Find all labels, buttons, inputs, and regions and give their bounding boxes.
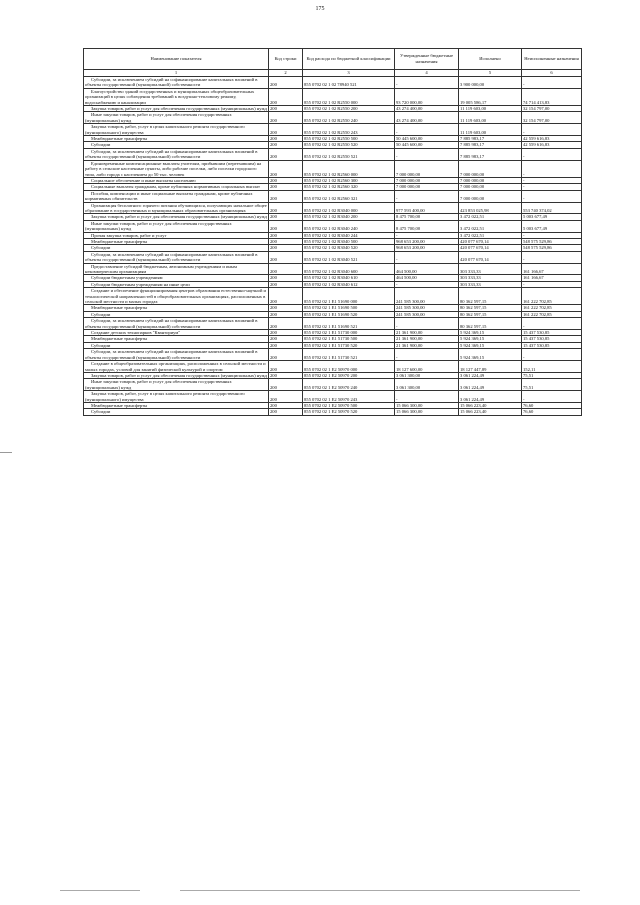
- row-kbk: 855 0702 02 1 02 R2550 520: [303, 142, 395, 148]
- row-remaining: -: [522, 190, 582, 202]
- row-executed: 420 077 670,14: [459, 251, 522, 263]
- row-name: Межбюджетные трансферты: [84, 238, 269, 244]
- table-row: [84, 88, 582, 105]
- row-kbk: 855 0702 02 1 E2 50970 500: [303, 402, 395, 408]
- table-row: [84, 288, 582, 305]
- row-kbk: 855 0702 02 1 02 R2550 500: [303, 136, 395, 142]
- row-approved: 7 000 000,00: [395, 177, 459, 183]
- row-executed: 7 885 983,17: [459, 136, 522, 142]
- row-kbk: 855 0702 02 1 02 R3040 610: [303, 275, 395, 281]
- row-approved: 43 274 400,00: [395, 106, 459, 112]
- row-name: Субсидии, за исключением субсидий на софинансирование капитальных вложений в объекты государственной (муниципальной) собственности: [84, 148, 269, 160]
- row-name: Субсидии: [84, 245, 269, 251]
- row-approved: -: [395, 391, 459, 403]
- row-code: 200: [269, 281, 303, 287]
- row-executed: 80 362 597,15: [459, 305, 522, 311]
- row-code: 200: [269, 263, 303, 275]
- budget-execution-table: [83, 48, 582, 416]
- margin-mark: [0, 452, 12, 453]
- row-name: Иные закупки товаров, работ и услуг для обеспечения государственных (муниципальных) нужд: [84, 220, 269, 232]
- row-name: Создание детских технопарков "Кванториум": [84, 330, 269, 336]
- row-executed: 80 362 597,15: [459, 318, 522, 330]
- row-code: 200: [269, 318, 303, 330]
- row-approved: 8 475 700,00: [395, 214, 459, 220]
- row-kbk: 855 0702 02 1 02 R3040 244: [303, 232, 395, 238]
- row-approved: 3 061 300,00: [395, 379, 459, 391]
- row-approved: 50 445 600,00: [395, 142, 459, 148]
- row-name: Субсидии бюджетным учреждениям на иные цели: [84, 281, 269, 287]
- row-name: Межбюджетные трансферты: [84, 305, 269, 311]
- row-executed: 303 333,33: [459, 263, 522, 275]
- row-name: Предоставление субсидий бюджетным, автономным учреждениям и иным некоммерческим организациям: [84, 263, 269, 275]
- row-kbk: 855 0702 02 1 02 R3040 500: [303, 238, 395, 244]
- row-executed: 3 061 224,49: [459, 372, 522, 378]
- row-kbk: 855 0702 02 1 E1 51730 500: [303, 336, 395, 342]
- row-name: Субсидии, за исключением субсидий на софинансирование капитальных вложений в объекты государственной (муниципальной) собственности: [84, 349, 269, 361]
- row-remaining: -: [522, 318, 582, 330]
- row-executed: 11 119 603,00: [459, 112, 522, 124]
- row-executed: 7 000 000,00: [459, 184, 522, 190]
- row-kbk: 855 0702 02 1 E2 50970 000: [303, 361, 395, 373]
- row-approved: 968 653 200,00: [395, 245, 459, 251]
- row-executed: 420 077 670,14: [459, 238, 522, 244]
- table-row: [84, 251, 582, 263]
- header-remaining: Неисполненные назначения: [522, 49, 582, 70]
- row-kbk: 855 0702 02 1 02 78940 521: [303, 77, 395, 89]
- row-remaining: -: [522, 160, 582, 177]
- table-row: [84, 391, 582, 403]
- row-remaining: 161 166,67: [522, 275, 582, 281]
- row-kbk: 855 0702 02 1 02 R2550 240: [303, 112, 395, 124]
- row-approved: 464 500,00: [395, 275, 459, 281]
- row-approved: -: [395, 232, 459, 238]
- row-kbk: 855 0702 02 1 E1 51730 520: [303, 342, 395, 348]
- row-executed: 7 000 000,00: [459, 160, 522, 177]
- row-remaining: -: [522, 77, 582, 89]
- table-body: [84, 77, 582, 416]
- row-kbk: 855 0702 02 1 02 R2550 243: [303, 124, 395, 136]
- row-executed: 11 119 603,00: [459, 106, 522, 112]
- row-name: Закупка товаров, работ и услуг для обеспечения государственных (муниципальных) нужд: [84, 372, 269, 378]
- row-name: Организация бесплатного горячего питания обучающихся, получающих начальное общее образование в государственных и муниципальных образовательных организациях: [85, 202, 267, 213]
- row-code: 200: [269, 136, 303, 142]
- header-executed: Исполнено: [459, 49, 522, 70]
- row-approved: -: [395, 124, 459, 136]
- row-executed: 7 885 983,17: [459, 142, 522, 148]
- row-name: Создание и обеспечение функционирования центров образования естественно-научной и технологической направленностей в общеобразовательных организациях, расположенных в сельской местности и малых городах: [84, 288, 269, 305]
- row-code: 200: [269, 88, 303, 105]
- header-kbk: Код расхода по бюджетной классификации: [303, 49, 395, 70]
- row-remaining: 152,11: [522, 361, 582, 373]
- row-code: 200: [269, 238, 303, 244]
- row-approved: 977 593 400,00: [395, 202, 459, 214]
- row-name: Межбюджетные трансферты: [84, 336, 269, 342]
- row-remaining: 42 559 616,83: [522, 136, 582, 142]
- row-executed: 3 472 022,51: [459, 220, 522, 232]
- row-name: Субсидии: [84, 142, 269, 148]
- row-kbk: 855 0702 02 1 02 R3040 200: [303, 214, 395, 220]
- row-approved: 464 500,00: [395, 263, 459, 275]
- row-approved: 93 720 000,00: [395, 88, 459, 105]
- row-name: Субсидии, за исключением субсидий на софинансирование капитальных вложений в объекты государственной (муниципальной) собственности: [84, 251, 269, 263]
- row-remaining: 32 154 797,00: [522, 106, 582, 112]
- row-executed: 80 362 597,15: [459, 311, 522, 317]
- row-code: 200: [269, 202, 303, 214]
- table-row: [84, 112, 582, 124]
- row-name: Субсидии, за исключением субсидий на софинансирование капитальных вложений в объекты государственной (муниципальной) собственности: [84, 77, 269, 89]
- row-kbk: 855 0702 02 1 02 R2560 300: [303, 177, 395, 183]
- row-approved: 7 000 000,00: [395, 160, 459, 177]
- row-executed: 423 853 025,98: [459, 202, 522, 214]
- row-executed: 3 061 224,49: [459, 391, 522, 403]
- row-approved: 241 585 300,00: [395, 288, 459, 305]
- row-executed: 5 924 369,15: [459, 342, 522, 348]
- row-kbk: 855 0702 02 1 E1 51730 521: [303, 349, 395, 361]
- row-name: Благоустройство зданий государственных и муниципальных общеобразовательных организаций в целях соблюдения требований к воздушно-тепловому режиму, водоснабжению и канализации: [84, 88, 269, 105]
- row-approved: 50 445 600,00: [395, 136, 459, 142]
- row-name: Иные закупки товаров, работ и услуг для обеспечения государственных (муниципальных) нужд: [84, 112, 269, 124]
- row-remaining: -: [522, 177, 582, 183]
- row-code: 200: [269, 349, 303, 361]
- row-executed: 7 000 000,00: [459, 190, 522, 202]
- row-approved: 241 585 300,00: [395, 305, 459, 311]
- header-name: Наименование показателя: [84, 49, 269, 70]
- row-name: Закупка товаров, работ и услуг для обеспечения государственных (муниципальных) нужд: [84, 106, 269, 112]
- column-number: 4: [395, 70, 459, 77]
- row-name: Субсидии: [84, 409, 269, 415]
- row-remaining: -: [522, 281, 582, 287]
- row-code: 200: [269, 142, 303, 148]
- column-number: 3: [303, 70, 395, 77]
- row-name: Создание в общеобразовательных организациях, расположенных в сельской местности и малых городах, условий для занятий физической культурой и спортом: [84, 361, 269, 373]
- row-approved: -: [395, 318, 459, 330]
- row-approved: 15 066 300,00: [395, 402, 459, 408]
- row-executed: 19 005 586,17: [459, 88, 522, 105]
- row-executed: 420 077 670,14: [459, 245, 522, 251]
- row-name: Субсидии, за исключением субсидий на софинансирование капитальных вложений в объекты государственной (муниципальной) собственности: [84, 318, 269, 330]
- row-name: Иные закупки товаров, работ и услуг для обеспечения государственных (муниципальных) нужд: [84, 379, 269, 391]
- table-row: [84, 409, 582, 415]
- row-remaining: 42 559 616,83: [522, 142, 582, 148]
- header-code: Код строки: [269, 49, 303, 70]
- row-remaining: 161 222 702,85: [522, 311, 582, 317]
- row-executed: 3 061 224,49: [459, 379, 522, 391]
- row-executed: 15 066 223,40: [459, 402, 522, 408]
- row-code: 200: [269, 77, 303, 89]
- page-number: 175: [315, 6, 325, 12]
- row-remaining: -: [522, 148, 582, 160]
- row-kbk: 855 0702 02 1 E1 51690 521: [303, 318, 395, 330]
- row-name: Социальные выплаты гражданам, кроме публичных нормативных социальных выплат: [84, 184, 269, 190]
- column-number: 1: [84, 70, 269, 77]
- row-code: 200: [269, 372, 303, 378]
- table-row: [84, 124, 582, 136]
- row-kbk: 855 0702 02 1 02 R3040 240: [303, 220, 395, 232]
- row-executed: 7 885 983,17: [459, 148, 522, 160]
- row-approved: -: [395, 251, 459, 263]
- row-name: Субсидии бюджетным учреждениям: [84, 275, 269, 281]
- row-remaining: 548 575 529,86: [522, 238, 582, 244]
- row-remaining: 75,51: [522, 379, 582, 391]
- row-kbk: 855 0702 02 1 02 R2550 000: [303, 88, 395, 105]
- row-name: Прочая закупка товаров, работ и услуг: [84, 232, 269, 238]
- row-code: 200: [269, 190, 303, 202]
- table-row: [84, 148, 582, 160]
- row-code: 200: [269, 379, 303, 391]
- row-remaining: -: [522, 391, 582, 403]
- row-approved: 21 361 900,00: [395, 330, 459, 336]
- row-code: 200: [269, 112, 303, 124]
- row-executed: 7 000 000,00: [459, 177, 522, 183]
- row-kbk: 855 0702 02 1 E2 50970 243: [303, 391, 395, 403]
- row-approved: 968 653 200,00: [395, 238, 459, 244]
- row-approved: -: [395, 77, 459, 89]
- table-row: [84, 220, 582, 232]
- row-code: 200: [269, 336, 303, 342]
- row-remaining: -: [522, 251, 582, 263]
- row-kbk: 855 0702 02 1 E1 51690 520: [303, 311, 395, 317]
- row-name: Закупка товаров, работ, услуг в целях капитального ремонта государственного (муниципального) имущества: [84, 124, 269, 136]
- row-code: 200: [269, 160, 303, 177]
- header-approved: Утвержденные бюджетные назначения: [395, 49, 459, 70]
- row-kbk: 855 0702 02 1 02 R3040 600: [303, 263, 395, 275]
- row-name: Закупка товаров, работ и услуг для обеспечения государственных (муниципальных) нужд: [84, 214, 269, 220]
- row-remaining: 161 222 702,85: [522, 305, 582, 311]
- row-remaining: -: [522, 349, 582, 361]
- row-remaining: 76,60: [522, 409, 582, 415]
- row-kbk: 855 0702 02 1 E1 51730 000: [303, 330, 395, 336]
- table-row: [84, 349, 582, 361]
- row-code: 200: [269, 106, 303, 112]
- row-code: 200: [269, 275, 303, 281]
- row-remaining: 161 222 702,85: [522, 288, 582, 305]
- row-code: 200: [269, 305, 303, 311]
- row-remaining: 15 437 530,85: [522, 330, 582, 336]
- row-executed: 3 472 022,51: [459, 232, 522, 238]
- row-remaining: 74 714 413,83: [522, 88, 582, 105]
- row-code: 200: [269, 220, 303, 232]
- row-remaining: 5 003 677,49: [522, 214, 582, 220]
- row-remaining: -: [522, 124, 582, 136]
- row-name: Единовременные компенсационные выплаты учителям, прибывшим (переехавшим) на работу в сельские населенные пункты, либо рабочие поселки, либо поселки городского типа, либо города с населением до 50 тыс. человек: [84, 160, 269, 177]
- row-remaining: 5 003 677,49: [522, 220, 582, 232]
- row-approved: 7 000 000,00: [395, 184, 459, 190]
- row-executed: 3 900 000,00: [459, 77, 522, 89]
- row-approved: 241 585 300,00: [395, 311, 459, 317]
- footer-rule-right: [180, 890, 580, 891]
- row-name: Социальное обеспечение и иные выплаты населению: [84, 177, 269, 183]
- row-remaining: 32 154 797,00: [522, 112, 582, 124]
- row-kbk: 855 0702 02 1 02 R3040 000: [303, 202, 395, 214]
- row-kbk: 855 0702 02 1 02 R2550 521: [303, 148, 395, 160]
- row-approved: 18 127 600,00: [395, 361, 459, 373]
- row-kbk: 855 0702 02 1 02 R3040 520: [303, 245, 395, 251]
- row-executed: 3 472 022,51: [459, 214, 522, 220]
- row-name: Субсидии: [84, 311, 269, 317]
- row-code: 200: [269, 342, 303, 348]
- row-approved: 8 475 700,00: [395, 220, 459, 232]
- row-executed: 80 362 597,15: [459, 288, 522, 305]
- row-code: 200: [269, 184, 303, 190]
- row-approved: 3 061 300,00: [395, 372, 459, 378]
- row-name: Пособия, компенсации и иные социальные выплаты гражданам, кроме публичных нормативных обязательств: [84, 190, 269, 202]
- row-kbk: 855 0702 02 1 E1 51690 000: [303, 288, 395, 305]
- table-row: [84, 202, 582, 214]
- column-number-row: [84, 70, 582, 77]
- row-code: 200: [269, 311, 303, 317]
- table-row: [84, 318, 582, 330]
- table-row: [84, 77, 582, 89]
- row-approved: 43 274 400,00: [395, 112, 459, 124]
- row-executed: 303 333,33: [459, 275, 522, 281]
- table-row: [84, 361, 582, 373]
- row-executed: 303 333,33: [459, 281, 522, 287]
- row-executed: 11 119 603,00: [459, 124, 522, 136]
- row-approved: -: [395, 281, 459, 287]
- row-remaining: 548 575 529,86: [522, 245, 582, 251]
- row-code: 200: [269, 409, 303, 415]
- row-approved: 15 066 300,00: [395, 409, 459, 415]
- row-remaining: 76,60: [522, 402, 582, 408]
- row-kbk: 855 0702 02 1 02 R2560 321: [303, 190, 395, 202]
- row-approved: 21 361 900,00: [395, 336, 459, 342]
- row-remaining: 75,51: [522, 372, 582, 378]
- footer-rule-left: [60, 890, 140, 891]
- row-remaining: 15 437 530,85: [522, 342, 582, 348]
- row-code: 200: [269, 232, 303, 238]
- table-row: [84, 190, 582, 202]
- row-kbk: 855 0702 02 1 E2 50970 240: [303, 379, 395, 391]
- row-executed: 5 924 369,15: [459, 336, 522, 342]
- row-remaining: -: [522, 184, 582, 190]
- row-name: Закупка товаров, работ, услуг в целях капитального ремонта государственного (муниципального) имущества: [84, 391, 269, 403]
- row-executed: 5 924 369,15: [459, 330, 522, 336]
- row-name: Межбюджетные трансферты: [84, 402, 269, 408]
- row-kbk: 855 0702 02 1 E2 50970 200: [303, 372, 395, 378]
- row-approved: -: [395, 148, 459, 160]
- row-executed: 18 127 447,89: [459, 361, 522, 373]
- row-remaining: -: [522, 232, 582, 238]
- column-number: 6: [522, 70, 582, 77]
- row-approved: -: [395, 349, 459, 361]
- column-number: 2: [269, 70, 303, 77]
- row-remaining: 161 166,67: [522, 263, 582, 275]
- row-remaining: 15 437 530,85: [522, 336, 582, 342]
- row-kbk: 855 0702 02 1 E2 50970 520: [303, 409, 395, 415]
- row-code: 200: [269, 361, 303, 373]
- row-kbk: 855 0702 02 1 02 R3040 521: [303, 251, 395, 263]
- row-code: 200: [269, 148, 303, 160]
- table-row: [84, 160, 582, 177]
- row-code: 200: [269, 402, 303, 408]
- row-code: 200: [269, 124, 303, 136]
- row-executed: 5 924 369,15: [459, 349, 522, 361]
- row-kbk: 855 0702 02 1 02 R2560 000: [303, 160, 395, 177]
- row-code: 200: [269, 214, 303, 220]
- row-kbk: 855 0702 02 1 02 R2550 200: [303, 106, 395, 112]
- row-code: 200: [269, 251, 303, 263]
- row-code: 200: [269, 391, 303, 403]
- row-approved: 21 361 900,00: [395, 342, 459, 348]
- row-name: Межбюджетные трансферты: [84, 136, 269, 142]
- row-executed: 15 066 223,40: [459, 409, 522, 415]
- row-remaining: 553 740 374,02: [522, 202, 582, 214]
- row-approved: -: [395, 190, 459, 202]
- row-code: 200: [269, 177, 303, 183]
- row-code: 200: [269, 330, 303, 336]
- header-row: [84, 49, 582, 70]
- row-kbk: 855 0702 02 1 02 R2560 320: [303, 184, 395, 190]
- row-kbk: 855 0702 02 1 02 R3040 612: [303, 281, 395, 287]
- column-number: 5: [459, 70, 522, 77]
- row-name: Субсидии: [84, 342, 269, 348]
- row-code: 200: [269, 245, 303, 251]
- row-kbk: 855 0702 02 1 E1 51690 500: [303, 305, 395, 311]
- row-code: 200: [269, 288, 303, 305]
- table-row: [84, 379, 582, 391]
- table-row: [84, 263, 582, 275]
